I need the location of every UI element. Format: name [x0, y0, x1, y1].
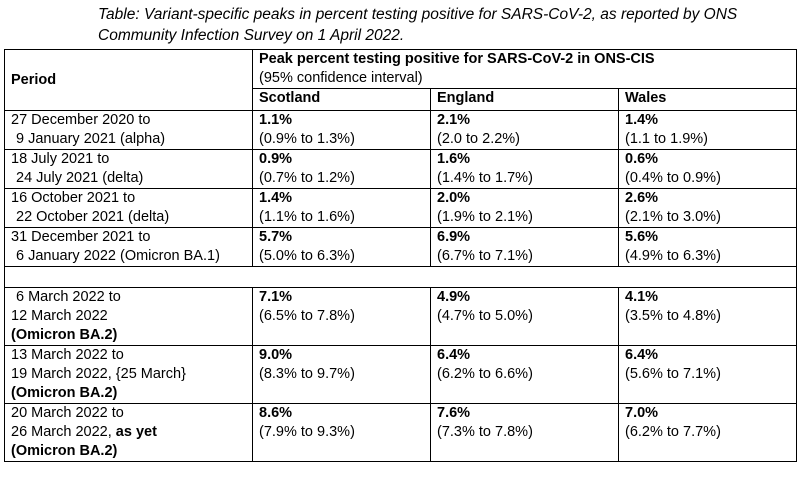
- wales-cell: 4.1% (3.5% to 4.8%): [619, 288, 797, 346]
- england-cell: 6.9% (6.7% to 7.1%): [431, 228, 619, 267]
- period-cell: 16 October 2021 to 22 October 2021 (delta): [5, 189, 253, 228]
- wales-cell: 2.6% (2.1% to 3.0%): [619, 189, 797, 228]
- scotland-cell: 9.0% (8.3% to 9.7%): [253, 346, 431, 404]
- table-row: [5, 111, 797, 150]
- peak-header-title: Peak percent testing positive for SARS-CoV-2 in ONS-CIS: [259, 51, 655, 67]
- table-caption: [98, 4, 788, 46]
- scotland-cell: 8.6% (7.9% to 9.3%): [253, 404, 431, 462]
- table-row: [5, 346, 797, 404]
- table-row: [5, 228, 797, 267]
- country-header-scotland: Scotland: [253, 89, 431, 111]
- scotland-cell: 0.9% (0.7% to 1.2%): [253, 150, 431, 189]
- scotland-cell: 1.4% (1.1% to 1.6%): [253, 189, 431, 228]
- table-row: [5, 189, 797, 228]
- england-cell: 4.9% (4.7% to 5.0%): [431, 288, 619, 346]
- empty-row: [5, 267, 797, 288]
- england-cell: 7.6% (7.3% to 7.8%): [431, 404, 619, 462]
- england-cell: 2.1% (2.0 to 2.2%): [431, 111, 619, 150]
- empty-cell: [5, 267, 797, 288]
- period-cell: 20 March 2022 to 26 March 2022, as yet (Omicron BA.2): [5, 404, 253, 462]
- caption-line-1: Table: Variant-specific peaks in percent testing positive for SARS-CoV-2, as reported by ONS: [98, 6, 738, 23]
- wales-cell: 1.4% (1.1 to 1.9%): [619, 111, 797, 150]
- period-cell: 27 December 2020 to 9 January 2021 (alpha): [5, 111, 253, 150]
- period-cell: 18 July 2021 to 24 July 2021 (delta): [5, 150, 253, 189]
- peak-header-subtitle: (95% confidence interval): [259, 70, 423, 86]
- caption-line-2: Community Infection Survey on 1 April 2022.: [98, 27, 405, 44]
- scotland-cell: 7.1% (6.5% to 7.8%): [253, 288, 431, 346]
- country-header-england: England: [431, 89, 619, 111]
- period-cell: 13 March 2022 to 19 March 2022, {25 March} (Omicron BA.2): [5, 346, 253, 404]
- scotland-cell: 5.7% (5.0% to 6.3%): [253, 228, 431, 267]
- period-header: Period: [5, 50, 253, 111]
- header-row: [5, 50, 797, 89]
- table-row: [5, 150, 797, 189]
- england-cell: 1.6% (1.4% to 1.7%): [431, 150, 619, 189]
- variant-peaks-table: [4, 49, 797, 462]
- wales-cell: 5.6% (4.9% to 6.3%): [619, 228, 797, 267]
- scotland-cell: 1.1% (0.9% to 1.3%): [253, 111, 431, 150]
- peak-header: [253, 50, 797, 89]
- country-header-wales: Wales: [619, 89, 797, 111]
- table-row: [5, 404, 797, 462]
- england-cell: 6.4% (6.2% to 6.6%): [431, 346, 619, 404]
- wales-cell: 7.0% (6.2% to 7.7%): [619, 404, 797, 462]
- england-cell: 2.0% (1.9% to 2.1%): [431, 189, 619, 228]
- wales-cell: 0.6% (0.4% to 0.9%): [619, 150, 797, 189]
- period-cell: 31 December 2021 to 6 January 2022 (Omicron BA.1): [5, 228, 253, 267]
- table-row: [5, 288, 797, 346]
- period-cell: 6 March 2022 to 12 March 2022 (Omicron BA.2): [5, 288, 253, 346]
- wales-cell: 6.4% (5.6% to 7.1%): [619, 346, 797, 404]
